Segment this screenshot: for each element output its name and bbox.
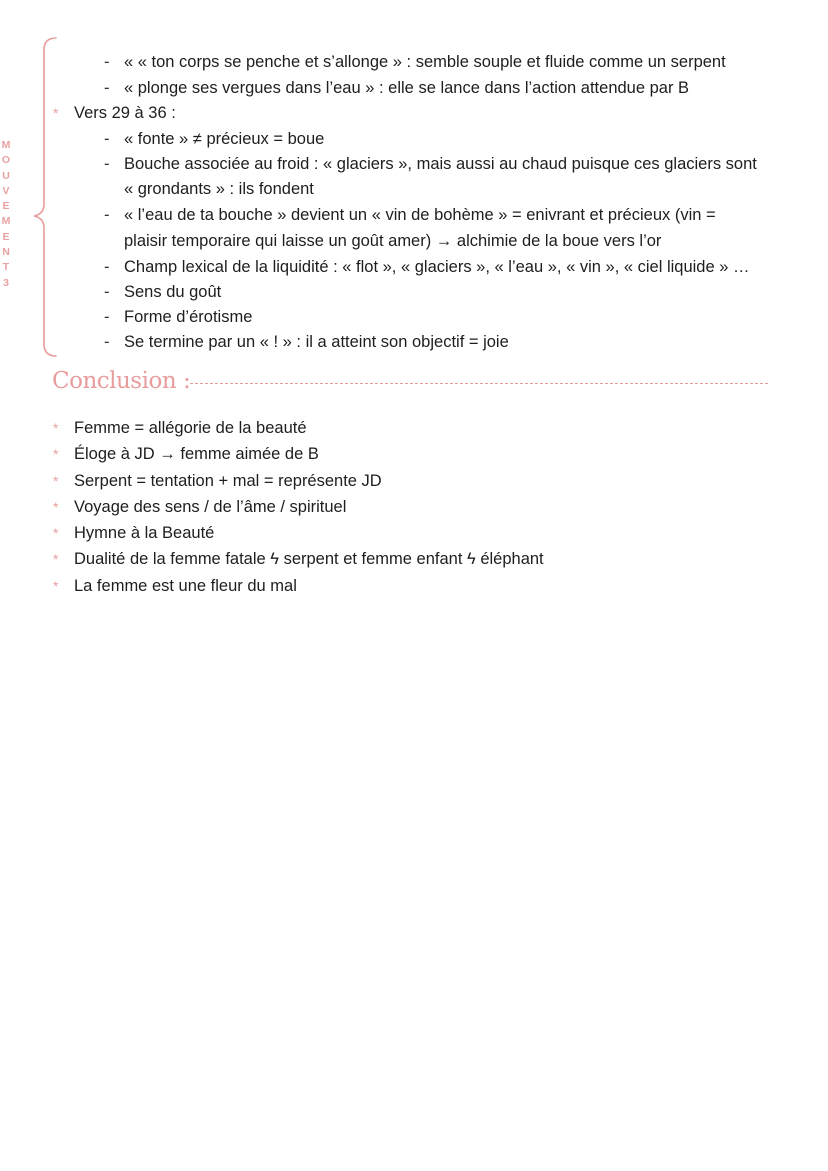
- movement-item: « l’eau de ta bouche » devient un « vin de bohème » = enivrant et précieux (vin =: [124, 206, 716, 224]
- dash-bullet: -: [104, 79, 110, 97]
- conclusion-item: Serpent = tentation + mal = représente JD: [74, 472, 382, 490]
- dash-bullet: -: [104, 155, 110, 173]
- asterisk-bullet-icon: *: [53, 105, 59, 121]
- vertical-letter: N: [2, 246, 10, 259]
- asterisk-bullet-icon: *: [53, 551, 59, 567]
- dash-bullet: -: [104, 206, 110, 224]
- asterisk-bullet-icon: *: [53, 525, 59, 541]
- asterisk-bullet-icon: *: [53, 420, 59, 436]
- movement-item: Sens du goût: [124, 283, 222, 301]
- movement-item-continuation: plaisir temporaire qui laisse un goût amer) → alchimie de la boue vers l’or: [124, 232, 662, 250]
- asterisk-bullet-icon: *: [53, 578, 59, 594]
- vertical-label: [0, 138, 12, 291]
- asterisk-bullet-icon: *: [53, 499, 59, 515]
- conclusion-item: Dualité de la femme fatale ϟ serpent et femme enfant ϟ éléphant: [74, 550, 544, 568]
- vertical-letter: M: [1, 215, 11, 228]
- dash-bullet: -: [104, 283, 110, 301]
- conclusion-item: Voyage des sens / de l’âme / spirituel: [74, 498, 347, 516]
- asterisk-bullet-icon: *: [53, 446, 59, 462]
- conclusion-item: La femme est une fleur du mal: [74, 577, 297, 595]
- vertical-letter: U: [2, 169, 10, 182]
- movement-item: « plonge ses vergues dans l’eau » : elle se lance dans l’action attendue par B: [124, 79, 690, 97]
- conclusion-item: Femme = allégorie de la beauté: [74, 419, 307, 437]
- dash-bullet: -: [104, 258, 110, 276]
- section-heading: Vers 29 à 36 :: [74, 104, 176, 122]
- dash-bullet: -: [104, 333, 110, 351]
- vertical-letter: E: [2, 230, 10, 243]
- movement-item: « fonte » ≠ précieux = boue: [124, 130, 325, 148]
- vertical-letter: O: [1, 154, 11, 167]
- movement-item: Bouche associée au froid : « glaciers », mais aussi au chaud puisque ces glaciers sont: [124, 155, 757, 173]
- conclusion-title: Conclusion :: [52, 368, 191, 394]
- conclusion-item: Hymne à la Beauté: [74, 524, 215, 542]
- conclusion-dashed-divider: [190, 383, 768, 384]
- movement-item: Champ lexical de la liquidité : « flot », « glaciers », « l’eau », « vin », « ciel liquide » …: [124, 258, 750, 276]
- vertical-letter: E: [2, 200, 10, 213]
- vertical-letter: M: [1, 139, 11, 151]
- conclusion-item: Éloge à JD → femme aimée de B: [74, 445, 319, 463]
- dash-bullet: -: [104, 308, 110, 326]
- movement-item: Se termine par un « ! » : il a atteint son objectif = joie: [124, 333, 509, 351]
- vertical-letter: T: [2, 261, 10, 274]
- movement-brace-icon: [28, 36, 68, 360]
- dash-bullet: -: [104, 130, 110, 148]
- vertical-letter: 3: [3, 276, 9, 289]
- dash-bullet: -: [104, 53, 110, 71]
- movement-item: Forme d’érotisme: [124, 308, 253, 326]
- vertical-letter: V: [2, 184, 10, 197]
- asterisk-bullet-icon: *: [53, 473, 59, 489]
- movement-item-continuation: « grondants » : ils fondent: [124, 180, 314, 198]
- movement-item: « « ton corps se penche et s’allonge » : semble souple et fluide comme un serpent: [124, 53, 726, 71]
